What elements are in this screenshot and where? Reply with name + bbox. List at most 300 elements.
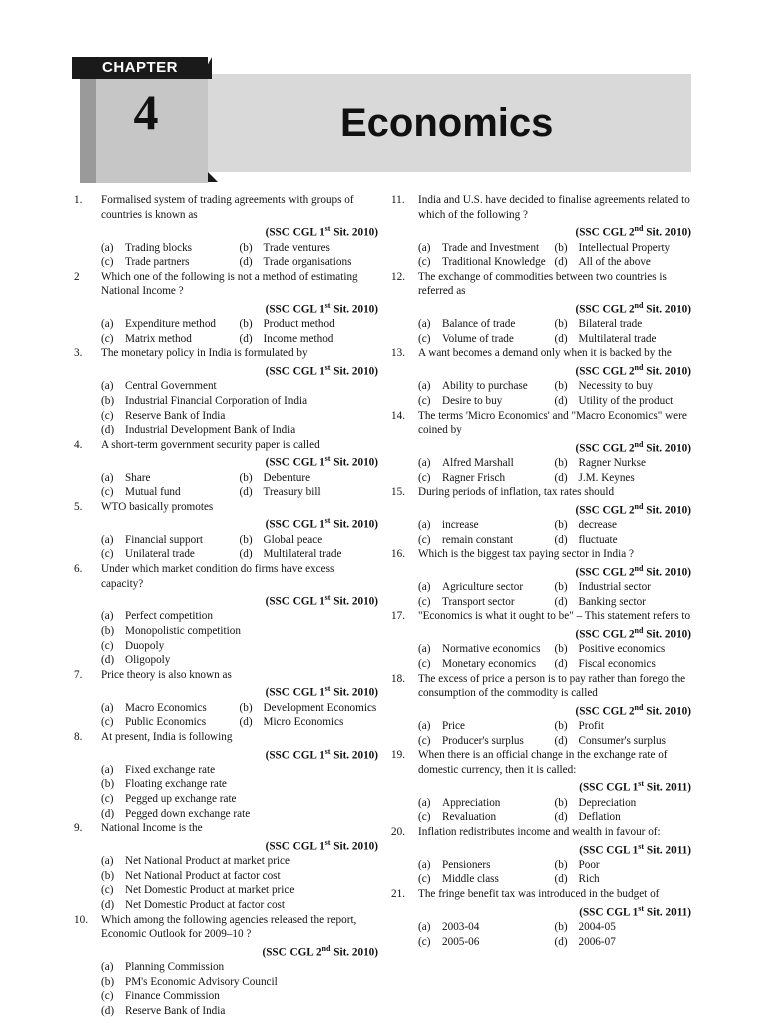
question-number: 3. — [74, 347, 83, 360]
answer-option — [101, 624, 378, 639]
option-list — [391, 796, 691, 825]
question-text — [101, 562, 378, 610]
question-item — [391, 346, 691, 408]
question-number: 19. — [391, 749, 405, 762]
question-row — [74, 821, 378, 854]
question-text — [101, 270, 378, 318]
answer-option — [418, 810, 555, 825]
answer-option — [101, 533, 240, 548]
answer-option — [101, 883, 378, 898]
option-label: (c) — [101, 486, 114, 499]
option-label: (c) — [418, 256, 431, 269]
option-label: (a) — [101, 471, 114, 484]
answer-option — [240, 547, 379, 562]
answer-option — [418, 920, 555, 935]
question-text — [101, 668, 378, 701]
option-label: (d) — [554, 332, 568, 345]
exam-source: (SSC CGL 2nd Sit. 2010) — [575, 563, 691, 579]
question-item — [391, 485, 691, 547]
question-row — [391, 825, 691, 858]
option-list — [391, 317, 691, 346]
answer-option — [240, 471, 379, 486]
answer-option — [555, 394, 692, 409]
option-label: (b) — [239, 471, 253, 484]
option-label: (d) — [554, 657, 568, 670]
option-list — [391, 580, 691, 609]
option-text: Poor — [578, 858, 600, 871]
option-label: (b) — [554, 858, 568, 871]
question-number: 10. — [74, 913, 88, 926]
answer-option — [101, 701, 240, 716]
option-list — [74, 609, 378, 667]
option-label: (c) — [418, 873, 431, 886]
question-text — [418, 825, 691, 858]
option-text: Fiscal economics — [578, 657, 656, 670]
option-text: Price — [442, 720, 465, 733]
question-number: 6. — [74, 562, 83, 575]
exam-source: (SSC CGL 1st Sit. 2011) — [579, 841, 691, 857]
answer-option — [418, 858, 555, 873]
exam-source: (SSC CGL 1st Sit. 2011) — [579, 903, 691, 919]
answer-option — [418, 471, 555, 486]
question-text — [418, 609, 691, 642]
option-label: (a) — [101, 610, 114, 623]
question-stem: The excess of price a person is to pay rather than forego the consumption of the commodity is called — [418, 672, 686, 700]
option-text: 2003-04 — [442, 920, 480, 933]
option-text: Public Economics — [125, 716, 207, 729]
answer-option — [101, 471, 240, 486]
option-text: Net National Product at market price — [125, 855, 290, 868]
answer-option — [101, 332, 240, 347]
option-text: Transport sector — [442, 595, 515, 608]
question-row — [391, 193, 691, 241]
question-row — [74, 346, 378, 379]
option-label: (b) — [101, 869, 115, 882]
option-list — [391, 642, 691, 671]
option-list — [74, 379, 378, 437]
option-text: Monopolistic competition — [125, 625, 241, 638]
option-text: Reserve Bank of India — [125, 409, 226, 422]
question-stem: A short-term government security paper is called — [101, 438, 320, 451]
question-stem: National Income is the — [101, 822, 203, 835]
option-list — [391, 920, 691, 949]
chapter-box-shadow — [80, 79, 96, 183]
option-label: (a) — [418, 858, 431, 871]
answer-option — [101, 317, 240, 332]
answer-option — [555, 471, 692, 486]
option-text: Profit — [578, 720, 604, 733]
option-label: (a) — [418, 241, 431, 254]
exam-source: (SSC CGL 2nd Sit. 2010) — [575, 626, 691, 641]
exam-source: (SSC CGL 1st Sit. 2010) — [265, 746, 378, 762]
option-list — [391, 858, 691, 887]
option-label: (c) — [101, 332, 114, 345]
answer-option — [240, 715, 379, 730]
option-text: Finance Commission — [125, 990, 220, 1003]
question-stem: Formalised system of trading agreements with groups of countries is known as — [101, 194, 354, 221]
question-item — [74, 913, 378, 1019]
answer-option — [555, 518, 692, 533]
question-row — [74, 730, 378, 763]
answer-option — [555, 719, 692, 734]
question-number: 17. — [391, 610, 405, 623]
question-item — [391, 193, 691, 270]
option-text: Central Government — [125, 380, 217, 393]
option-label: (a) — [101, 701, 114, 714]
question-text — [418, 547, 691, 580]
option-text: remain constant — [442, 533, 514, 546]
answer-option — [101, 898, 378, 913]
option-list — [391, 379, 691, 408]
option-label: (a) — [101, 318, 114, 331]
option-label: (a) — [418, 581, 431, 594]
option-label: (b) — [554, 318, 568, 331]
option-label: (b) — [554, 643, 568, 656]
option-list — [74, 960, 378, 1018]
question-number: 21. — [391, 888, 405, 901]
option-text: Ability to purchase — [442, 380, 528, 393]
option-text: Trade and Investment — [442, 241, 540, 254]
option-text: Industrial sector — [578, 581, 651, 594]
question-row — [391, 270, 691, 318]
option-text: Macro Economics — [125, 701, 207, 714]
question-stem: The monetary policy in India is formulated by — [101, 347, 308, 360]
question-row — [74, 913, 378, 961]
option-text: fluctuate — [578, 533, 618, 546]
option-label: (c) — [101, 884, 114, 897]
option-label: (c) — [418, 471, 431, 484]
question-text — [418, 346, 691, 379]
answer-option — [555, 657, 692, 672]
question-item — [391, 409, 691, 486]
question-number: 12. — [391, 270, 405, 283]
option-label: (c) — [101, 990, 114, 1003]
option-label: (b) — [101, 394, 115, 407]
question-number: 18. — [391, 672, 405, 685]
answer-option — [101, 409, 378, 424]
option-text: Matrix method — [125, 332, 192, 345]
answer-option — [101, 960, 378, 975]
option-list — [74, 471, 378, 500]
answer-option — [418, 642, 555, 657]
option-label: (a) — [418, 457, 431, 470]
option-text: Multilateral trade — [578, 332, 657, 345]
option-text: Duopoly — [125, 639, 165, 652]
answer-option — [418, 533, 555, 548]
option-label: (c) — [101, 409, 114, 422]
question-number: 13. — [391, 347, 405, 360]
exam-source: (SSC CGL 1st Sit. 2011) — [579, 779, 691, 795]
option-label: (b) — [554, 920, 568, 933]
option-label: (c) — [418, 811, 431, 824]
exam-source: (SSC CGL 1st Sit. 2010) — [265, 454, 378, 470]
question-number: 2 — [74, 270, 80, 283]
answer-option — [101, 763, 378, 778]
option-label: (a) — [418, 920, 431, 933]
option-label: (a) — [101, 855, 114, 868]
option-text: 2004-05 — [578, 920, 616, 933]
exam-source: (SSC CGL 2nd Sit. 2010) — [262, 943, 378, 959]
question-stem: WTO basically promotes — [101, 500, 214, 513]
option-text: Positive economics — [578, 643, 666, 656]
answer-option — [240, 485, 379, 500]
option-label: (d) — [554, 256, 568, 269]
option-text: Agriculture sector — [442, 581, 524, 594]
option-label: (d) — [554, 734, 568, 747]
answer-option — [418, 456, 555, 471]
answer-option — [555, 317, 692, 332]
option-text: Rich — [578, 873, 600, 886]
option-list — [74, 241, 378, 270]
exam-source: (SSC CGL 1st Sit. 2010) — [265, 300, 378, 316]
question-row — [74, 438, 378, 471]
question-stem: At present, India is following — [101, 730, 233, 743]
answer-option — [418, 317, 555, 332]
answer-option — [555, 595, 692, 610]
option-text: Net Domestic Product at market price — [125, 884, 295, 897]
option-text: Normative economics — [442, 643, 541, 656]
answer-option — [101, 777, 378, 792]
answer-option — [418, 935, 555, 950]
option-label: (c) — [418, 394, 431, 407]
option-label: (d) — [554, 533, 568, 546]
question-row — [391, 609, 691, 642]
answer-option — [418, 657, 555, 672]
option-text: Multilateral trade — [263, 548, 342, 561]
option-label: (d) — [239, 548, 253, 561]
question-item — [74, 193, 378, 270]
question-stem: Which is the biggest tax paying sector in India ? — [418, 548, 634, 561]
answer-option — [418, 241, 555, 256]
question-item — [74, 346, 378, 437]
option-label: (d) — [101, 654, 115, 667]
exam-source: (SSC CGL 1st Sit. 2010) — [265, 224, 378, 239]
option-text: Fixed exchange rate — [125, 763, 216, 776]
option-text: Producer's surplus — [442, 734, 524, 747]
option-label: (c) — [101, 548, 114, 561]
answer-option — [418, 255, 555, 270]
chapter-tab-corner — [200, 57, 212, 79]
option-label: (d) — [554, 471, 568, 484]
option-label: (d) — [554, 394, 568, 407]
option-list — [74, 763, 378, 821]
option-text: decrease — [578, 519, 618, 532]
answer-option — [240, 317, 379, 332]
answer-option — [555, 332, 692, 347]
option-text: All of the above — [578, 256, 651, 269]
answer-option — [101, 792, 378, 807]
option-text: Trade partners — [125, 256, 190, 269]
option-label: (b) — [101, 975, 115, 988]
answer-option — [101, 975, 378, 990]
option-label: (c) — [418, 533, 431, 546]
answer-option — [101, 485, 240, 500]
option-text: Bilateral trade — [578, 318, 643, 331]
answer-option — [555, 533, 692, 548]
option-label: (d) — [554, 595, 568, 608]
exam-source: (SSC CGL 1st Sit. 2010) — [265, 684, 378, 700]
option-text: Unilateral trade — [125, 548, 195, 561]
option-text: Industrial Financial Corporation of India — [125, 394, 308, 407]
answer-option — [101, 609, 378, 624]
option-text: Expenditure method — [125, 318, 217, 331]
answer-option — [101, 1004, 378, 1019]
question-text — [418, 193, 691, 241]
option-text: Desire to buy — [442, 394, 503, 407]
option-text: Appreciation — [442, 796, 501, 809]
question-row — [391, 672, 691, 720]
question-stem: Price theory is also known as — [101, 668, 232, 681]
answer-option — [240, 332, 379, 347]
option-label: (b) — [239, 533, 253, 546]
question-stem: Which one of the following is not a method of estimating National Income ? — [101, 270, 358, 298]
answer-option — [555, 456, 692, 471]
question-stem: The fringe benefit tax was introduced in the budget of — [418, 888, 660, 901]
option-label: (a) — [101, 763, 114, 776]
answer-option — [240, 701, 379, 716]
option-text: Alfred Marshall — [442, 457, 514, 470]
question-item — [391, 748, 691, 825]
question-item — [391, 825, 691, 887]
option-label: (c) — [101, 793, 114, 806]
answer-option — [418, 518, 555, 533]
answer-option — [418, 872, 555, 887]
answer-option — [555, 796, 692, 811]
option-text: increase — [442, 519, 479, 532]
question-text — [101, 913, 378, 961]
option-label: (d) — [101, 807, 115, 820]
option-label: (d) — [554, 811, 568, 824]
option-label: (b) — [554, 519, 568, 532]
question-number: 9. — [74, 822, 83, 835]
option-text: Balance of trade — [442, 318, 516, 331]
question-text — [418, 748, 691, 796]
question-row — [74, 562, 378, 610]
option-text: Depreciation — [578, 796, 637, 809]
answer-option — [418, 734, 555, 749]
question-text — [418, 409, 691, 457]
question-stem: When there is an official change in the exchange rate of domestic currency, then it is called: — [418, 749, 668, 776]
question-stem: "Economics is what it ought to be" – This statement refers to — [418, 610, 691, 623]
option-label: (d) — [239, 256, 253, 269]
option-label: (c) — [418, 657, 431, 670]
option-text: Trading blocks — [125, 241, 193, 254]
option-label: (d) — [239, 716, 253, 729]
answer-option — [418, 379, 555, 394]
answer-option — [101, 639, 378, 654]
option-text: Volume of trade — [442, 332, 514, 345]
answer-option — [418, 796, 555, 811]
option-list — [74, 701, 378, 730]
option-label: (b) — [554, 380, 568, 393]
answer-option — [418, 719, 555, 734]
option-text: Product method — [263, 318, 335, 331]
question-row — [74, 500, 378, 533]
answer-option — [555, 872, 692, 887]
question-number: 4. — [74, 438, 83, 451]
option-list — [74, 854, 378, 912]
question-number: 8. — [74, 730, 83, 743]
question-item — [74, 270, 378, 347]
option-label: (b) — [239, 318, 253, 331]
answer-option — [240, 241, 379, 256]
question-text — [418, 887, 691, 920]
option-label: (b) — [554, 720, 568, 733]
exam-source: (SSC CGL 2nd Sit. 2010) — [575, 224, 691, 239]
option-text: Ragner Nurkse — [578, 457, 646, 470]
answer-option — [101, 854, 378, 869]
option-text: Oligopoly — [125, 654, 171, 667]
question-item — [74, 562, 378, 668]
question-row — [391, 547, 691, 580]
exam-source: (SSC CGL 1st Sit. 2010) — [265, 837, 378, 853]
option-text: Mutual fund — [125, 486, 181, 499]
question-stem: The exchange of commodities between two countries is referred as — [418, 270, 667, 298]
exam-source: (SSC CGL 2nd Sit. 2010) — [575, 702, 691, 718]
answer-option — [555, 255, 692, 270]
answer-option — [101, 807, 378, 822]
question-number: 20. — [391, 825, 405, 838]
answer-option — [101, 379, 378, 394]
question-item — [391, 547, 691, 609]
question-stem: India and U.S. have decided to finalise agreements related to which of the following ? — [418, 194, 690, 221]
option-text: Banking sector — [578, 595, 646, 608]
answer-option — [555, 241, 692, 256]
answer-option — [555, 734, 692, 749]
answer-option — [555, 858, 692, 873]
option-label: (d) — [101, 898, 115, 911]
option-text: PM's Economic Advisory Council — [125, 975, 278, 988]
option-label: (b) — [554, 241, 568, 254]
chapter-number: 4 — [133, 84, 159, 140]
option-label: (c) — [101, 716, 114, 729]
option-text: Monetary economics — [442, 657, 537, 670]
question-row — [74, 193, 378, 241]
answer-option — [555, 920, 692, 935]
exam-source: (SSC CGL 1st Sit. 2010) — [265, 363, 378, 378]
question-number: 16. — [391, 548, 405, 561]
question-item — [74, 730, 378, 821]
option-label: (d) — [239, 332, 253, 345]
question-item — [74, 821, 378, 912]
answer-option — [101, 241, 240, 256]
option-label: (a) — [418, 643, 431, 656]
question-stem: A want becomes a demand only when it is backed by the — [418, 347, 672, 360]
option-label: (c) — [101, 256, 114, 269]
question-text — [418, 672, 691, 720]
question-item — [74, 668, 378, 730]
option-label: (b) — [554, 581, 568, 594]
option-label: (a) — [418, 318, 431, 331]
option-text: Trade ventures — [263, 241, 330, 254]
exam-source: (SSC CGL 2nd Sit. 2010) — [575, 439, 691, 455]
option-text: Debenture — [263, 471, 311, 484]
answer-option — [240, 255, 379, 270]
answer-option — [101, 715, 240, 730]
option-text: Intellectual Property — [578, 241, 671, 254]
option-text: Ragner Frisch — [442, 471, 506, 484]
question-number: 5. — [74, 500, 83, 513]
option-text: Pensioners — [442, 858, 491, 871]
question-stem: The terms 'Micro Economics' and "Macro Economics" were coined by — [418, 409, 687, 437]
chapter-box-corner — [208, 172, 218, 182]
option-label: (a) — [101, 961, 114, 974]
option-label: (d) — [554, 873, 568, 886]
question-column-left — [74, 193, 378, 1018]
question-text — [418, 485, 691, 518]
option-label: (b) — [101, 778, 115, 791]
option-text: Net National Product at factor cost — [125, 869, 281, 882]
